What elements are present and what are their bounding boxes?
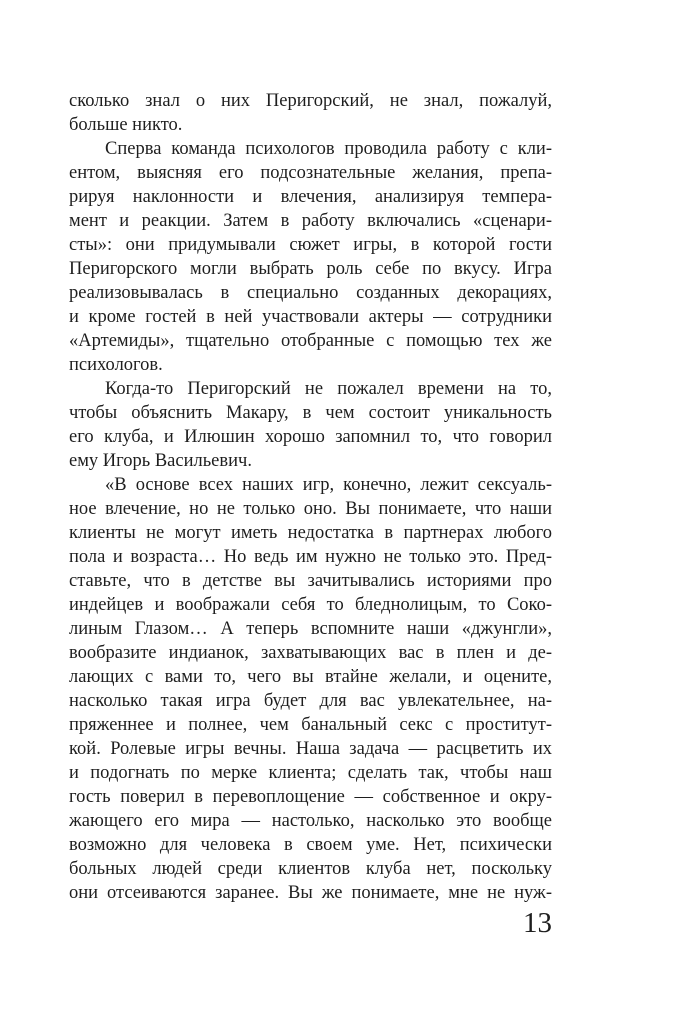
text-line: пряженнее и полнее, чем банальный секс с проститут- xyxy=(69,715,552,735)
text-line: индейцев и воображали себя то бледнолицым, то Соко- xyxy=(69,595,552,615)
text-line: больных людей среди клиентов клуба нет, поскольку xyxy=(69,859,552,879)
page-text xyxy=(69,89,552,905)
text-line: Сперва команда психологов проводила работу с кли- xyxy=(105,139,552,159)
text-line: насколько такая игра будет для вас увлекательнее, на- xyxy=(69,691,552,711)
text-line: мент и реакции. Затем в работу включались «сценари- xyxy=(69,211,552,231)
text-line: рируя наклонности и влечения, анализируя темпера- xyxy=(69,187,552,207)
text-line: «В основе всех наших игр, конечно, лежит сексуаль- xyxy=(105,475,552,495)
text-line: ставьте, что в детстве вы зачитывались историями про xyxy=(69,571,552,591)
text-line: ное влечение, но не только оно. Вы понимаете, что наши xyxy=(69,499,552,519)
text-line: клиенты не могут иметь недостатка в партнерах любого xyxy=(69,523,552,543)
text-line: сты»: они придумывали сюжет игры, в которой гости xyxy=(69,235,552,255)
text-line: лающих с вами то, чего вы втайне желали, и оцените, xyxy=(69,667,552,687)
text-line: вообразите индианок, захватывающих вас в плен и де- xyxy=(69,643,552,663)
text-line: сколько знал о них Перигорский, не знал, пожалуй, xyxy=(69,91,552,111)
page-number: 13 xyxy=(523,907,552,939)
text-line: Перигорского могли выбрать роль себе по вкусу. Игра xyxy=(69,259,552,279)
text-line: ентом, выясняя его подсознательные желания, препа- xyxy=(69,163,552,183)
text-line: и кроме гостей в ней участвовали актеры — сотрудники xyxy=(69,307,552,327)
text-line: реализовывалась в специально созданных декорациях, xyxy=(69,283,552,303)
text-line: ему Игорь Васильевич. xyxy=(69,451,252,471)
text-line: жающего его мира — настолько, насколько это вообще xyxy=(69,811,552,831)
text-line: возможно для человека в своем уме. Нет, психически xyxy=(69,835,552,855)
text-line: больше никто. xyxy=(69,115,183,135)
text-line: психологов. xyxy=(69,355,163,375)
text-line: кой. Ролевые игры вечны. Наша задача — расцветить их xyxy=(69,739,552,759)
text-line: чтобы объяснить Макару, в чем состоит уникальность xyxy=(69,403,552,423)
text-line: пола и возраста… Но ведь им нужно не только это. Пред- xyxy=(69,547,552,567)
text-line: гость поверил в перевоплощение — собственное и окру- xyxy=(69,787,552,807)
text-line: они отсеиваются заранее. Вы же понимаете, мне не нуж- xyxy=(69,883,552,903)
text-line: и подогнать по мерке клиента; сделать так, чтобы наш xyxy=(69,763,552,783)
text-line: Когда-то Перигорский не пожалел времени на то, xyxy=(105,379,552,399)
text-line: линым Глазом… А теперь вспомните наши «джунгли», xyxy=(69,619,552,639)
text-line: «Артемиды», тщательно отобранные с помощью тех же xyxy=(69,331,552,351)
text-line: его клуба, и Илюшин хорошо запомнил то, что говорил xyxy=(69,427,552,447)
